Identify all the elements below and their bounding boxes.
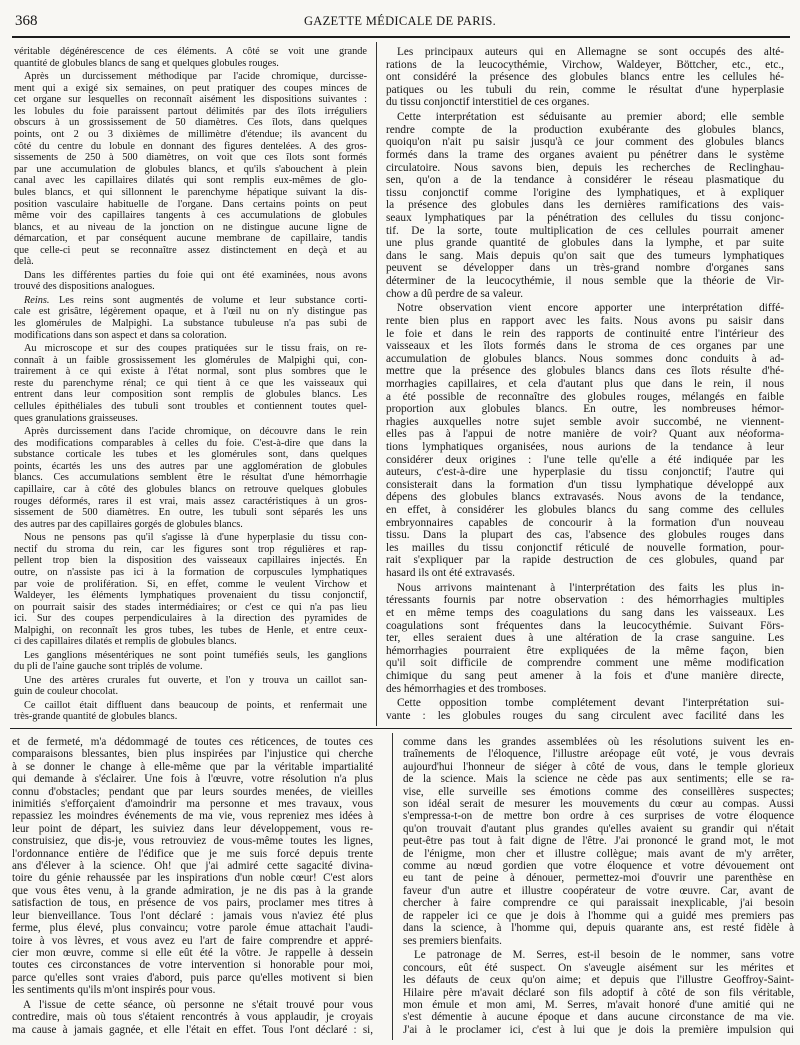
text-line: patiques ou les tubuli du rein, comme le résultat d'une hyperplasie [386,83,784,96]
text-line: vaisseaux et les îlots formés dans le stroma de ces organes par une [386,340,784,353]
text-line: des autres par des capillaires gorgés de globules blancs. [14,518,243,530]
text-line: cier mon œuvre, comme si elle eût été la vôtre. Je rappelle à dessein [12,946,373,959]
upper-column-divider [376,42,377,726]
text-line: blancs, et au niveau de la jonction on ne distingue aucune ligne de [14,221,367,233]
text-line: repassiez les moindres événements de ma vie, vous repreniez mes idées à [12,810,373,823]
text-line: ont considéré la présence des globules blancs entre les cellules hé- [386,71,784,84]
text-line: leur bienveillance. Tous l'ont déclaré : jamais vous n'aviez été plus [12,909,373,922]
paragraph [14,270,367,293]
text-line: sen, qu'on a de la tendance à considérer le réseau plasmatique du [386,174,784,187]
text-line: Dans les différentes parties du foie qui ont été examinées, nous avons [24,269,367,281]
text-line: formés dans la trame des organes avaient pu pénétrer dans le système [386,149,784,162]
text-line: ci des capillaires dilatés et remplis de globules blancs. [14,636,237,648]
text-line: ment qui a exigé six semaines, on peut pratiquer des coupes minces de [14,82,367,94]
text-line: coagulations sont fréquentes dans la leucocythémie. Suivant Förs- [386,619,784,632]
paragraph [14,46,367,69]
text-line: dans le sang. Mais depuis qu'on sait que des tumeurs lymphatiques [386,249,784,262]
text-line: de la science. Mais la science ne cède pas aux sentiments; elle se ra- [403,773,794,786]
text-line: et en même temps des coagulations du sang dans les vaisseaux. Les [386,607,784,620]
text-line: concours, eût été suspect. On s'aveugle aisément sur les mérites et [403,961,794,974]
text-line: position vasculaire habituelle de l'organe. Dans certains points on peut [14,198,367,210]
paragraph [14,650,367,673]
text-line: pellent trop bien la disposition des vaisseaux capillaires injectés. En [14,555,367,567]
upper-right-column [386,46,784,723]
text-line: peuvent se développer dans un très-grand nombre d'organes sans [386,262,784,275]
text-line: mettre que la présence des globules blancs dans ces îlots résulte d'hé- [386,365,784,378]
text-line: seaux lymphatiques par la pénétration des cellules du tissu conjonc- [386,212,784,225]
text-line: Nous arrivons maintenant à l'interprétation des faits les plus in- [397,581,784,594]
text-line: en effet, à considérer les globules blancs du sang comme des cellules [386,503,784,516]
text-line: toutes ces circonstances de votre intervention si honorable pour moi, [12,959,373,972]
text-line: les glomérules de Malpighi. La substance tubuleuse n'a pas subi de [14,318,367,330]
text-line: très-grande quantité de globules blancs. [14,711,178,723]
text-line: comparaisons blessantes, bien plus inspirées par l'injustice qui cherche [12,748,373,761]
text-line: bules blancs, et qui sillonnent le parenchyme hépatique suivant la dis- [14,186,367,198]
text-line: Cette interprétation est séduisante au premier abord; elle semble [397,111,784,124]
text-line: s'empressa-t-on de mettre bon ordre à ces surprises de votre éloquence [403,810,794,823]
text-line: Les ganglions mésentériques ne sont point tuméfiés seuls, les ganglions [24,649,367,661]
text-line: chow a dû perdre de sa valeur. [386,287,524,300]
text-line: son idéal serait de mesurer les mouvements du cœur au compas. Aussi [403,798,794,811]
text-line: ques granulations graisseuses. [14,412,138,424]
header-rule [12,36,790,38]
text-line: tif. De la sorte, toute multiplication de ces cellules pourrait amener [386,224,784,237]
text-line: construisiez, que dis-je, vous retrouviez de vous-même toutes les lignes, [12,835,373,848]
text-line: le foie et dans le rein des rapports de continuité entre l'intérieur des [386,327,784,340]
paragraph [14,343,367,424]
text-line: qu'il soit difficile de comprendre comment une même modification [386,657,784,670]
text-line: même voir des capillaires tangents à ces accumulations de globules [14,210,367,222]
text-line: traînements de l'éloquence, l'illustre aréopage eût voté, je vous devrais [403,748,794,761]
paragraph [14,700,367,723]
text-line: on pourrait saisir des stades intermédiaires; or c'est ce qui n'a pas lieu [14,601,367,613]
paragraph [14,71,367,268]
text-line: comme au nœud gordien que votre éloquence et votre dévouement ont [403,860,794,873]
text-line: modifications dans son aspect et dans sa coloration. [14,329,227,341]
text-line: Hilaire père m'avait déclaré son fils adoptif à côté de son fils véritable, [403,986,794,999]
text-line: du pli de l'aine gauche sont triplés de volume. [14,661,203,673]
text-line: trouvé des dispositions analogues. [14,281,155,293]
text-line: a été possible de reconnaître des globules rouges, mélangés en faible [386,390,784,403]
text-line: ma cause à jamais gagnée, et elle l'était en effet. Tous l'ont déclaré : si, [12,1023,373,1036]
text-line: chimique du sang peut amener à la fois et d'une manière directe, [386,669,784,682]
text-line: capillaire, car à côté des globules blancs on retrouve quelques globules [14,483,367,495]
text-line: toire du génie rehaussée par les inspirations d'un noble cœur! C'est alors [12,872,373,885]
text-line: leur point de départ, les suiviez dans leur développement, vous re- [12,822,373,835]
text-line: Les principaux auteurs qui en Allemagne se sont occupés des alté- [397,46,784,58]
paragraph [14,295,367,341]
paragraph [14,675,367,698]
lower-left-column [12,736,373,1036]
text-line: ferme, plus élevé, plus convaincu; votre parole émue attachait l'audi- [12,922,373,935]
text-line: du tissu conjonctif interstitiel de ces organes. [386,96,590,109]
text-line: les défauts de ceux qu'on aime; et depuis que l'illustre Geoffroy-Saint- [403,974,794,987]
text-line: points, ont 2 ou 3 dixièmes de millimètre d'étendue; ils avancent du [14,128,367,140]
text-segment: Reins. [24,294,50,306]
text-line: guin de couleur chocolat. [14,686,119,698]
text-line: circulatoire. Nous savons bien, depuis les recherches de Reclinghau- [386,161,784,174]
text-line: de rappeler ici ce que je dois à l'homme qui a guidé mes premiers pas [403,909,794,922]
text-line: de l'énigme, mon cher et illustre collègue; mais avant de m'y arrêter, [403,847,794,860]
text-line: elles pas à l'appui de notre manière de voir? Quant aux néoforma- [386,428,784,441]
text-line: les sentiments qu'ils m'ont inspirés pour vous. [12,984,216,997]
text-line: ici. Sur des coupes perpendiculaires à la direction des pyramides de [14,613,367,625]
text-line: rendre compte de la production exubérante des globules blancs, [386,123,784,136]
paragraph [386,302,784,579]
lower-column-divider [392,733,393,1040]
text-line: embryonnaires capables de concourir à la formation d'un nouveau [386,516,784,529]
text-line: outre, on n'assiste pas ici à la formation de corpuscules lymphatiques [14,566,367,578]
text-line: considérer deux origines : l'une telle qu'elle a été indiquée par les [386,453,784,466]
text-line: la présence des globules dans les dernières ramifications des vais- [386,199,784,212]
text-segment: Les reins sont augmentés de volume et leur substance corti- [49,294,367,306]
text-line: sissement de 500 diamètres. En outre, les tubuli sont séparés les uns [14,507,367,519]
text-line: qui demande à s'éclairer. Une fois à l'œuvre, votre résolution n'a plus [12,773,373,786]
text-line: s'est démentie à aucune époque et dans aucune circonstance de ma vie. [403,1011,794,1024]
text-line: cale est grisâtre, légèrement opaque, et à l'œil nu on n'y distingue pas [14,306,367,318]
text-line: substance corticale les tubes et les glomérules sont, dans quelques [14,449,367,461]
text-line: démarcation, et par conséquent aucune membrane de capillaire, tandis [14,233,367,245]
text-line: Une des artères crurales fut ouverte, et l'on y trouva un caillot san- [24,674,367,686]
text-line: rait s'expliquer par la rapide destruction de ces globules, quand par [386,554,784,567]
text-line: par voie de prolifération. Si, en effet, comme le veulent Virchow et [14,578,367,590]
text-line: comme dans les grandes assemblées où les résolutions suivent les en- [403,736,794,748]
paragraph [386,582,784,695]
text-line: Après un durcissement méthodique par l'acide chromique, durcisse- [24,70,367,82]
text-line: quantité de globules blancs de sang et quelques globules rouges. [14,57,279,69]
text-line: rente bien plus en rapport avec les faits. Nous avons pu saisir dans [386,315,784,328]
text-line: reste du parenchyme rénal; ce qui tient à ce que les vaisseaux qui [14,377,367,389]
text-line: entrent dans leur composition sont remplis de globules blancs. Les [14,389,367,401]
text-line: Notre observation vient encore apporter une interprétation diffé- [397,302,784,315]
text-line: consisterait dans la formation d'un tissu lymphatique développé aux [386,478,784,491]
text-line: des modifications comparables à celles du foie. C'est-à-dire que dans la [14,437,367,449]
paragraph [386,697,784,722]
text-line: vise, elle surveille ses émotions comme des conseillères suspectes; [403,785,794,798]
text-line: Cette opposition tombe complétement devant l'interprétation sui- [397,697,784,710]
text-line: contredire, mais où tous s'étaient rencontrés à vous applaudir, je croyais [12,1011,373,1024]
text-line: et de fermeté, m'a dédommagé de toutes ces réticences, de toutes ces [12,736,373,748]
paragraph [14,426,367,530]
paragraph [12,736,373,997]
text-line: connu d'obstacles; pendant que par leurs sourdes menées, de vieilles [12,785,373,798]
text-line: hémorrhagies pourraient être expliquées de la même façon, bien [386,644,784,657]
text-line: satisfaction de tous, en présence de vos pairs, proclamer mes titres à [12,897,373,910]
text-line: cet organe sur lesquelles on reconnaît aisément les dispositions suivantes : [14,94,367,106]
text-line: l'ordonnance entière de l'édifice que je me suis forcé depuis trente [12,847,373,860]
paragraph [403,949,794,1036]
text-line: une plus grande quantité de globules dans la lymphe, et par suite [386,237,784,250]
text-line: ter, elles seraient dues à une altération de la crase sanguine. Les [386,632,784,645]
text-line: véritable dégénérescence de ces éléments. A côté se voit une grande [14,46,367,57]
text-line: côté du centre du lobule en donnant des figures dentelées. A des gros- [14,140,367,152]
text-line: tissu conjonctif comme l'origine des lymphatiques, et à expliquer [386,186,784,199]
text-line: Au microscope et sur des coupes pratiquées sur le tissu frais, on re- [24,343,367,355]
text-line: delà. [14,256,34,268]
text-line: eu tant de peine à dénouer, permettez-moi d'ouvrir une parenthèse en [403,872,794,885]
text-line: connaît à un faible grossissement les glomérules de Malpighi qui, con- [14,354,367,366]
text-line: vante : les globules rouges du sang circulent avec facilité dans les [386,710,784,723]
paragraph [386,111,784,300]
text-line: A l'issue de cette séance, où personne ne s'était trouvé pour vous [23,998,373,1011]
text-line: faveur d'un autre et illustre coopérateur de votre œuvre. Car, avant de [403,884,794,897]
text-line: les lobules du foie paraissent partout délimités par des îlots irréguliers [14,105,367,117]
text-line: canal avec les capillaires dilatés qui sont remplis eux-mêmes de glo- [14,175,367,187]
paragraph [403,736,794,947]
text-line: morrhagies capillaires, et cela d'autant plus que dans le rein, il nous [386,378,784,391]
paragraph [14,532,367,648]
text-line: mon émule et mon ami, M. Serres, m'avait honoré d'une amitié qui ne [403,998,794,1011]
text-line: toire à vos lèvres, et vous avez eu l'art de faire comprendre et appré- [12,934,373,947]
text-line: parce qu'elles sont vraies d'abord, puis parce qu'elles motivent si bien [12,971,373,984]
text-line: points, écartés les uns des autres par une agglomération de globules [14,460,367,472]
text-line: des hémorrhagies et des tromboses. [386,682,547,695]
text-line: hasard ils ont été extravasés. [386,566,515,579]
page-number: 368 [15,13,38,29]
text-line: sissements de 250 à 500 diamètres, on voit que ces îlots sont formés [14,152,367,164]
text-line: que celle-ci peut se reconnaître assez distinctement en deçà et au [14,244,367,256]
text-line: nectif du stroma du rein, car les figures sont trop régulières et rap- [14,543,367,555]
text-line: dépens des globules blancs extravasés. Nous avons de la tendance, [386,491,784,504]
text-line: proportion aux globules blancs. En outre, les nombreuses hémor- [386,403,784,416]
text-line: rations de la leucocythémie, Virchow, Waldeyer, Böttcher, etc., etc., [386,58,784,71]
paragraph [12,999,373,1036]
text-line [14,295,367,307]
upper-left-column [14,46,367,723]
text-line: auteurs, c'est-à-dire une hyperplasie du tissu conjonctif; l'autre qui [386,466,784,479]
paragraph [386,46,784,109]
text-line: inimitiés s'efforçaient d'amoindrir ma personne et mes travaux, vous [12,798,373,811]
text-line: à se donner le change à elle-même que par la véritable impartialité [12,760,373,773]
text-line: tions lymphatiques organisées, nous aurions de la tendance à leur [386,441,784,453]
text-line: obscurs à un grossissement de 50 diamètres. Ces îlots, dans quelques [14,117,367,129]
text-line: accumulation de globules blancs. Nous sommes donc conduits à ad- [386,352,784,365]
text-line: Après durcissement dans l'acide chromique, on découvre dans le rein [24,425,367,437]
journal-title: GAZETTE MÉDICALE DE PARIS. [303,14,497,28]
text-line: dans la science, à l'homme qui, depuis quarante ans, est resté fidèle à [403,922,794,935]
text-line: Waldeyer, les éléments lymphatiques provenaient du tissu conjonctif, [14,590,367,602]
text-line: rhagies auxquelles notre sujet semble avoir succombé, ne viennent- [386,415,784,428]
text-line: J'ai à le proclamer ici, c'est à lui que je dois la première impulsion qui [403,1023,794,1036]
text-line: quoiqu'on n'ait pu saisir jusqu'à ce jour comment des globules blancs [386,136,784,149]
text-line: Malpighi, on reconnaît les gros tubes, les tubes de Henle, et entre ceux- [14,624,367,636]
text-line: chercher à faire comprendre ce qui paraissait inexplicable, j'ai besoin [403,897,794,910]
text-line: que vous êtes venu, à la grande admiration, je ne dis pas à la grande [12,884,373,897]
text-line: aujourd'hui l'honneur de siéger à côté de vous, dans le temple glorieux [403,760,794,773]
text-line: tissu. Dans la plupart des cas, l'absence des globules rouges dans [386,529,784,542]
text-line: blancs. Ces accumulations semblent être le résultat d'une hémorrhagie [14,472,367,484]
text-line: ans d'élever à la science. Oh! que j'ai admiré cette sagacité divina- [12,860,373,873]
text-line: déterminer de la leucocythémie, il nous semble que la théorie de Vir- [386,274,784,287]
text-line: ses premiers bienfaits. [403,934,502,947]
text-line: téressants fournis par notre observation : des hémorrhagies multiples [386,594,784,607]
text-line: cellules épithéliales des tubuli sont troubles et contiennent toutes quel- [14,401,367,412]
text-line: rouges déformés, rares il est vrai, mais assez caractéristiques à un gros- [14,495,367,507]
text-line: trairement à ce qui existe à l'état normal, sont plus sombres que le [14,366,367,378]
text-line: les mailles du tissu conjonctif réticulé de nouvelle formation, pour- [386,541,784,554]
text-line: Ce caillot était diffluent dans beaucoup de points, et renfermait une [24,699,367,711]
text-line: par une accumulation de globules blancs, et qu'ils s'abouchent à plein [14,163,367,175]
lower-right-column [403,736,794,1036]
text-line: Le patronage de M. Serres, est-il besoin de le nommer, sans votre [414,949,794,962]
text-line: Nous ne pensons pas qu'il s'agisse là d'une hyperplasie du tissu con- [24,532,367,544]
text-line: qu'on trouvait d'autant plus grandes qu'elles avaient su grandir qui n'était [403,822,794,835]
section-divider-rule [10,728,792,729]
text-line: peut-être pas tout à fait digne de l'être. J'ai prononcé le grand mot, le mot [403,835,794,848]
